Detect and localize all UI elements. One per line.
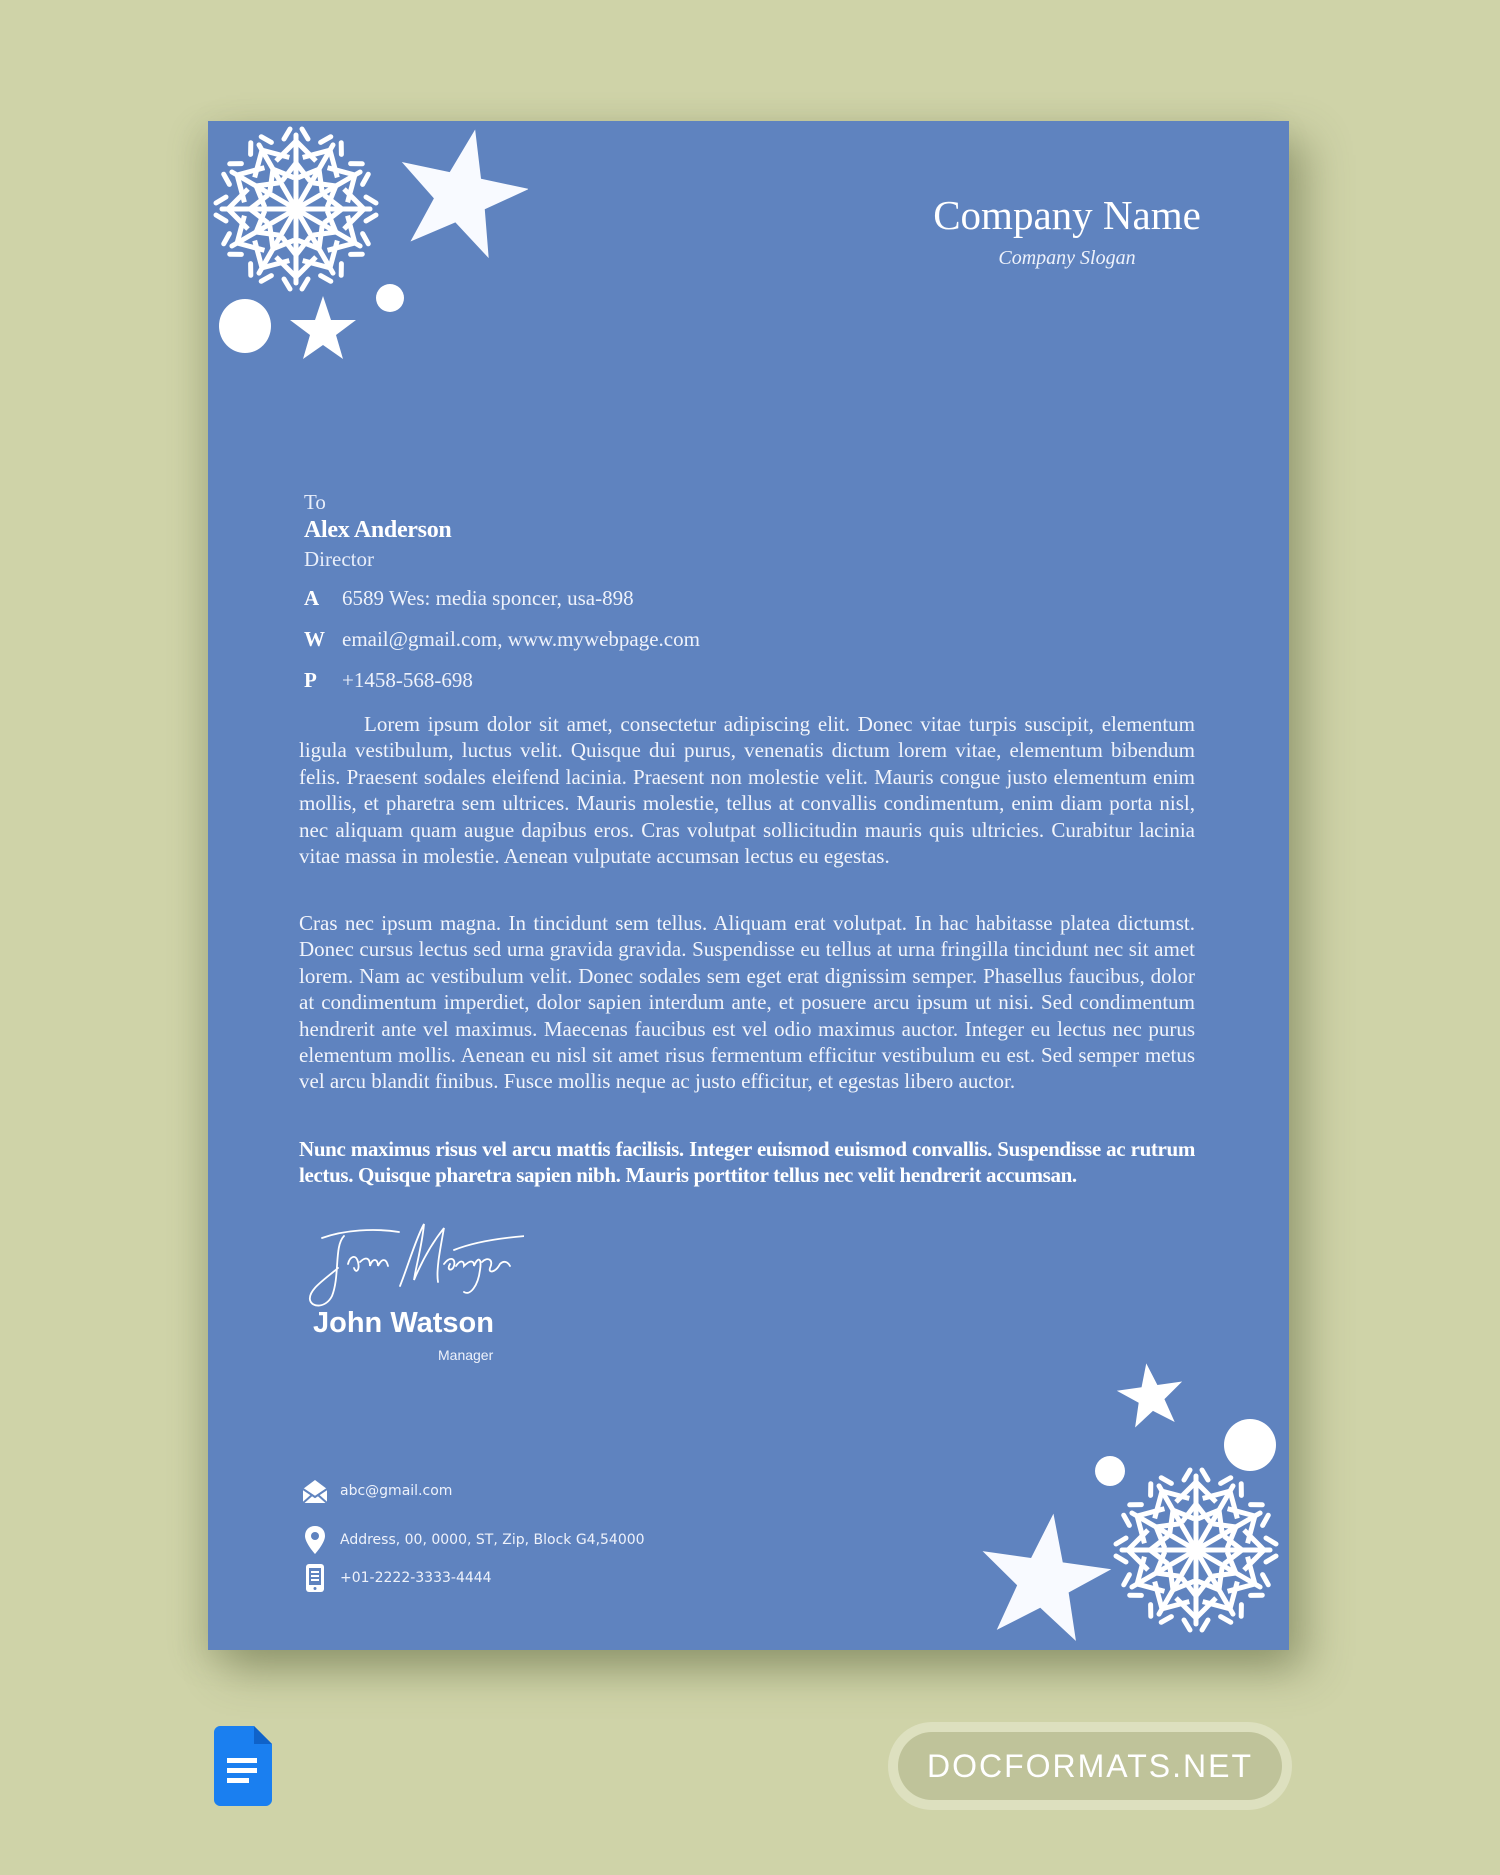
circle-icon [376, 284, 404, 312]
signer-name: John Watson [313, 1307, 494, 1339]
circle-icon [1224, 1419, 1276, 1471]
star-icon [386, 121, 528, 263]
footer-phone: +01-2222-3333-4444 [340, 1570, 492, 1586]
snowflake-icon [1116, 1470, 1276, 1630]
body-paragraph-2: Cras nec ipsum magna. In tincidunt sem tellus. Aliquam erat volutpat. In hac habitasse platea dictumst. Donec cursus lectus sed urna gravida gravida. Suspendisse eu tellus at urna fringilla tincidunt nec sit amet lorem. Nam ac vestibulum velit. Donec sodales sem eget erat dignissim semper. Phasellus faucibus, dolor at condimentum imperdiet, dolor sapien interdum ante, et posuere arcu ipsum ut nisi. Sed condimentum hendrerit ante vel maximus. Maecenas faucibus est vel odio maximus auctor. Integer eu lectus nec purus elementum mollis. Aenean eu nisl sit amet risus fermentum efficitur vestibulum eu est. Sed semper metus vel arcu blandit finibus. Fusce mollis neque ac justo efficitur, et egestas libero auctor. [299, 911, 1195, 1094]
body-paragraph-3: Nunc maximus risus vel arcu mattis facilisis. Integer euismod euismod convallis. Suspendisse ac rutrum lectus. Quisque pharetra sapien nibh. Mauris porttitor tellus nec velit hendrerit accumsan. [299, 1137, 1195, 1188]
google-docs-icon[interactable] [214, 1726, 272, 1806]
body-paragraph-1: Lorem ipsum dolor sit amet, consectetur adipiscing elit. Donec vitae turpis suscipit, elementum ligula vestibulum, luctus velit. Quisque dui purus, venenatis dictum lorem vitae, elementum bibendum felis. Praesent sodales eleifend lacinia. Praesent non molestie velit. Mauris congue justo elementum enim mollis, et pharetra sem ultrices. Mauris molestie, tellus at convallis condimentum, enim diam porta nisl, nec aliquam quam augue dapibus eros. Cras volutpat sollicitudin mauris quis ultricies. Curabitur lacinia vitae massa in molestie. Aenean vulputate accumsan lectus eu egestas. [299, 712, 1195, 869]
company-name: Company Name [933, 192, 1201, 238]
footer-address: Address, 00, 0000, ST, Zip, Block G4,54000 [340, 1532, 645, 1548]
star-icon [972, 1505, 1118, 1645]
address-key: A [304, 586, 320, 610]
recipient-web-row [304, 627, 700, 652]
docformats-badge[interactable] [888, 1722, 1292, 1810]
recipient-address: 6589 Wes: media sponcer, usa-898 [342, 586, 634, 610]
footer-phone-row [300, 1563, 492, 1593]
footer-email[interactable]: abc@gmail.com [340, 1483, 453, 1499]
footer-address-row [300, 1525, 645, 1555]
star-icon [1114, 1361, 1188, 1429]
snowflake-icon [216, 129, 376, 289]
footer-email-row [300, 1476, 452, 1506]
phone-key: P [304, 668, 317, 692]
recipient-phone-row [304, 668, 473, 693]
web-key: W [304, 627, 325, 651]
mobile-phone-icon [300, 1563, 330, 1593]
circle-icon [219, 299, 271, 353]
signer-title: Manager [438, 1347, 494, 1363]
circle-icon [1095, 1456, 1125, 1486]
envelope-icon [300, 1476, 330, 1506]
recipient-name: Alex Anderson [304, 517, 452, 543]
star-icon [290, 296, 356, 359]
company-slogan: Company Slogan [998, 247, 1136, 269]
recipient-address-row [304, 586, 634, 611]
to-label: To [304, 490, 326, 514]
bottom-right-decorations [968, 1361, 1289, 1650]
recipient-block [304, 489, 451, 573]
signature-script [304, 1216, 524, 1316]
location-pin-icon [300, 1525, 330, 1555]
top-left-decorations [208, 121, 528, 361]
recipient-web[interactable]: email@gmail.com, www.mywebpage.com [342, 627, 700, 651]
recipient-title: Director [304, 547, 374, 571]
badge-label: DOCFORMATS.NET [898, 1732, 1282, 1800]
recipient-phone: +1458-568-698 [342, 668, 473, 692]
letterhead-page [208, 121, 1289, 1650]
